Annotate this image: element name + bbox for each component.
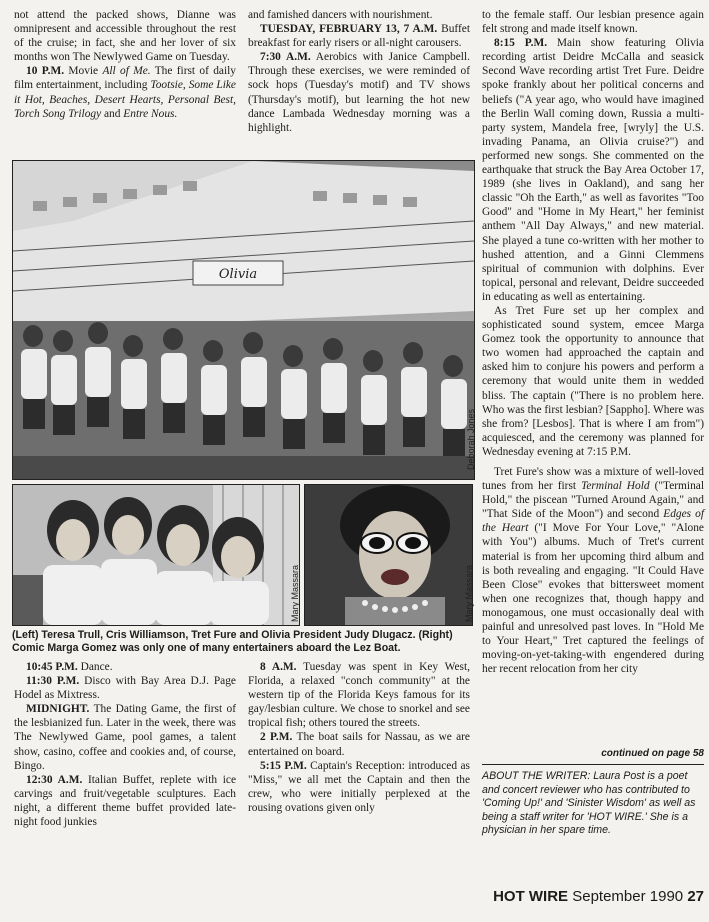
photo-ship-deck	[12, 160, 475, 480]
paragraph: 8:15 P.M. Main show featuring Olivia recording artist Deidre McCalla and seasick Second Wave recording artist Tret Fure. Deidre spoke frankly about her political concerns and beliefs ("A year ago, who would have imagined the Berlin Wall coming down, Russia a multi-party system, Mandela free, [wryly] the U.S. invading Panama, an Olivia cruise?") and performed new songs. She commented on the earthquake that struck the Bay Area October 17, 1989 (she lives in Oakland), and sang her classic "Oh the Earth," as well as favorites "Too Good" and "Home in My Heart," her feminist anthem "All Day Always," and new material. She played a tune co-written with her mother to hushed attention, and a Ginni Clemmens spiritual of communion with dolphins. Ever topical, personal and relevant, Deidre succeeded in educating as well as entertaining.	[482, 37, 704, 303]
magazine-name: HOT WIRE	[493, 888, 569, 905]
paragraph: 7:30 A.M. Aerobics with Janice Campbell. Through these exercises, we were reminded of sock hops (Tuesday's motif) and TV shows (Thursday's motif), but learning the hot new dance Lambada Wednesday morning was a highlight.	[248, 51, 470, 134]
photo-group-portrait	[12, 484, 300, 626]
page-footer	[482, 888, 704, 905]
about-the-writer: ABOUT THE WRITER: Laura Post is a poet and concert reviewer who has contributed to 'Coming Up!' and 'Sinister Wisdom' as well as being a staff writer for 'HOT WIRE.' She is a physician in her spare time.	[482, 770, 696, 837]
paragraph: Tret Fure's show was a mixture of well-loved tunes from her first Terminal Hold ("Terminal Hold," the piscean "Turned Around Again," and "That Side of the Moon") and second Edges of the Heart ("I Move For Your Love," "Alone with You") albums. Much of Tret's current material is from her upcoming third album and is both revealing and engaging. "It Could Have Been Close" evokes that bittersweet moment when one recognizes that, though happy and monogamous, one must occasionally deal with painful and unresolved past loves. In "Hold Me to Your Heart," Tret captured the feelings of moving-on-yet-taking-with engendered during her recent relocation from her city	[482, 466, 704, 676]
time-label: MIDNIGHT.	[26, 703, 90, 716]
paragraph: 12:30 A.M. Italian Buffet, replete with ice carvings and fruit/vegetable sculptures. Each night, a different theme buffet provided late-night food junkies	[14, 773, 236, 829]
paragraph: 11:30 P.M. Disco with Bay Area D.J. Page Hodel as Mixtress.	[14, 675, 236, 702]
page-number: 27	[687, 888, 704, 905]
photo-caption: (Left) Teresa Trull, Cris Williamson, Tret Fure and Olivia President Judy Dlugacz. (Right) Comic Marga Gomez was only one of many entertainers aboard the Lez Boat.	[12, 629, 453, 654]
film-title: All of Me.	[102, 65, 151, 78]
paragraph: to the female staff. Our lesbian presence again felt strong and made itself known.	[482, 9, 704, 36]
paragraph: MIDNIGHT. The Dating Game, the first of the lesbianized fun. Later in the week, there was The Newlywed Game, pool games, a talent show, casino, coffee and cookies and, of course, Bingo.	[14, 703, 236, 772]
album-title: Terminal Hold	[581, 480, 650, 493]
time-label: 2 P.M.	[260, 731, 293, 744]
column-3	[482, 8, 704, 676]
paragraph: 8 A.M. Tuesday was spent in Key West, Florida, a relaxed "conch community" at the western tip of the Florida Keys famous for its gay/lesbian culture. We chose to snorkel and see tropical fish; others toured the streets.	[248, 661, 470, 730]
paragraph: 10:45 P.M. Dance.	[26, 661, 113, 673]
album-title: Edges of the Heart	[482, 508, 704, 535]
time-label: 10 P.M.	[26, 65, 65, 78]
ship-banner-text: Olivia	[218, 267, 258, 282]
divider	[482, 764, 704, 765]
issue-date: September 1990	[568, 888, 688, 905]
time-label: 12:30 A.M.	[26, 773, 83, 786]
time-label: 8 A.M.	[260, 661, 297, 673]
time-label: 7:30 A.M.	[260, 51, 311, 64]
paragraph: and famished dancers with nourishment.	[248, 9, 433, 21]
time-label: 5:15 P.M.	[260, 759, 307, 772]
film-title: Entre Nous.	[123, 107, 178, 120]
paragraph: 5:15 P.M. Captain's Reception: introduced as "Miss," we all met the Captain and then the crew, who were initially perplexed at the rousing ovations given only	[248, 759, 470, 814]
photo-marga-gomez	[304, 484, 473, 626]
time-label: 10:45 P.M.	[26, 661, 78, 673]
comic-portrait-image	[305, 485, 472, 625]
group-portrait-image	[13, 485, 299, 625]
paragraph: not attend the packed shows, Dianne was omnipresent and accessible throughout the rest of the cruise; in fact, she and her lover of six months won The Newlywed Game on Tuesday.	[14, 9, 236, 64]
paragraph: As Tret Fure set up her complex and sophisticated sound system, emcee Marga Gomez took the opportunity to announce that two women had approached the captain and asked him to conjure his powers and perform a ceremony that would unite them in wedded bliss. The captain ("There is no problem here. Who was the first lesbian? [Sappho]. Where was she from? [Lesbos]. That is where I am from") acquiesced, and the ceremony was planned for Wednesday evening at 7:15 P.M.	[482, 304, 704, 458]
column-1-top	[14, 8, 236, 121]
time-label: 8:15 P.M.	[494, 37, 548, 50]
column-2-top	[248, 8, 470, 135]
time-label: 11:30 P.M.	[26, 675, 80, 688]
date-heading: TUESDAY, FEBRUARY 13, 7 A.M.	[260, 23, 438, 36]
paragraph: TUESDAY, FEBRUARY 13, 7 A.M. Buffet breakfast for early risers or all-night carousers.	[248, 23, 470, 50]
column-2-bottom	[248, 660, 470, 815]
continued-note: continued on page 58	[601, 748, 704, 759]
column-1-bottom	[14, 660, 236, 829]
photo-credit-bottom-right: Mary Massara	[464, 564, 474, 622]
ship-deck-image	[13, 161, 474, 479]
film-titles: Tootsie, Some Like it Hot, Beaches, Desert Hearts, Personal Best, Torch Song Trilogy	[14, 79, 236, 120]
photo-credit-bottom-left: Mary Massara	[290, 564, 300, 622]
photo-credit-top: Deborah Jones	[466, 408, 476, 470]
paragraph: 10 P.M. Movie All of Me. The first of daily film entertainment, including Tootsie, Some Like it Hot, Beaches, Desert Hearts, Personal Best, Torch Song Trilogy and Entre Nous.	[14, 65, 236, 120]
paragraph: 2 P.M. The boat sails for Nassau, as we are entertained on board.	[248, 731, 470, 758]
